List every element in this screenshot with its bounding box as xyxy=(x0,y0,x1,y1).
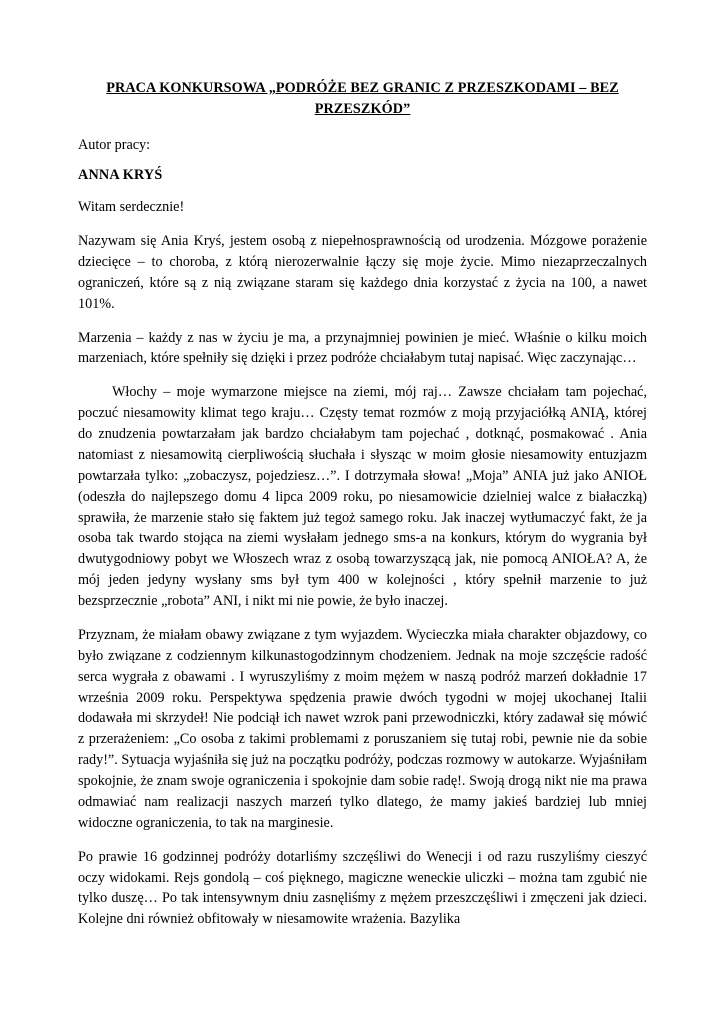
author-name: ANNA KRYŚ xyxy=(78,167,163,184)
paragraph-greeting: Witam serdecznie! xyxy=(78,199,185,216)
paragraph-dreams: Marzenia – każdy z nas w życiu je ma, a przynajmniej powinien je mieć. Właśnie o kilku moich marzeniach, które spełniły się dzięki i przez podróże chciałabym tutaj napisać. Więc zaczynając… xyxy=(78,329,647,367)
author-label: Autor pracy: xyxy=(78,137,151,154)
paragraph-venice: Po prawie 16 godzinnej podróży dotarliśmy szczęśliwi do Wenecji i od razu ruszyliśmy cieszyć oczy widokami. Rejs gondolą – coś pięknego, magiczne weneckie uliczki – można tam zgubić nie tylko duszę… Po tak intensywnym dniu zasnęliśmy z mężem przeszczęśliwi i zmęczeni jak dzieci. Kolejne dni również obfitowały w niesamowite wrażenia. Bazylika xyxy=(78,848,647,928)
page-title: PRACA KONKURSOWA „PODRÓŻE BEZ GRANIC Z PRZESZKODAMI – BEZ PRZESZKÓD” xyxy=(106,80,619,117)
paragraph-concerns: Przyznam, że miałam obawy związane z tym wyjazdem. Wycieczka miała charakter objazdowy, co było związane z codziennym kilkunastogodzinnym chodzeniem. Jednak na moje szczęście radość serca wygrała z obawami . I wyruszyliśmy z moim mężem w naszą podróż marzeń dokładnie 17 września 2009 roku. Perspektywa spędzenia prawie dwóch tygodni w mojej ukochanej Italii dodawała mi skrzydeł! Nie podciął ich nawet wzrok pani przewodniczki, który zadawał się mówić z przerażeniem: „Co osoba z takimi problemami z poruszaniem się tutaj robi, pewnie nie da sobie rady!”. Sytuacja wyjaśniła się już na początku podróży, podczas rozmowy w autokarze. Wyjaśniłam spokojnie, że znam swoje ograniczenia i spokojnie dam sobie radę!. Swoją drogą nikt nie ma prawa odmawiać nam realizacji naszych marzeń tylko dlatego, że mamy jakieś bardziej lub mniej widoczne ograniczenia, to tak na marginesie. xyxy=(78,626,647,831)
paragraph-introduction: Nazywam się Ania Kryś, jestem osobą z niepełnosprawnością od urodzenia. Mózgowe porażenie dziecięce – to choroba, z którą nierozerwalnie łączy się moje życie. Mimo niezaprzeczalnych ograniczeń, które są z nią związane staram się każdego dnia korzystać z życia na 100, a nawet 101%. xyxy=(78,233,647,312)
paragraph-italy: Włochy – moje wymarzone miejsce na ziemi, mój raj… Zawsze chciałam tam pojechać, poczuć niesamowity klimat tego kraju… Częsty temat rozmów z moją przyjaciółką ANIĄ, której do znudzenia powtarzałam jak bardzo chciałabym tam pojechać , dotknąć, posmakować . Ania natomiast z niesamowitą cierpliwością słuchała i słysząc w moim głosie niesamowity entuzjazm powtarzała tylko: „zobaczysz, pojedziesz…”. I dotrzymała słowa! „Moja” ANIA już jako ANIOŁ (odeszła do najlepszego domu 4 lipca 2009 roku, po niesamowicie dzielniej walce z białaczką) sprawiła, że marzenie stało się faktem już tegoż samego roku. Jak inaczej wytłumaczyć fakt, że ja osoba tak twardo stojąca na ziemi wysłałam jednego sms-a na konkurs, którym do wygrania był dwutygodniowy pobyt we Włoszech wraz z osobą towarzyszącą jak, nie pomocą ANIOŁA? A, że mój jeden jedyny wysłany sms był tym 400 w kolejności , który spełnił marzenie to już bezsprzecznie „robota” ANI, i nikt mi nie powie, że było inaczej. xyxy=(78,384,647,610)
